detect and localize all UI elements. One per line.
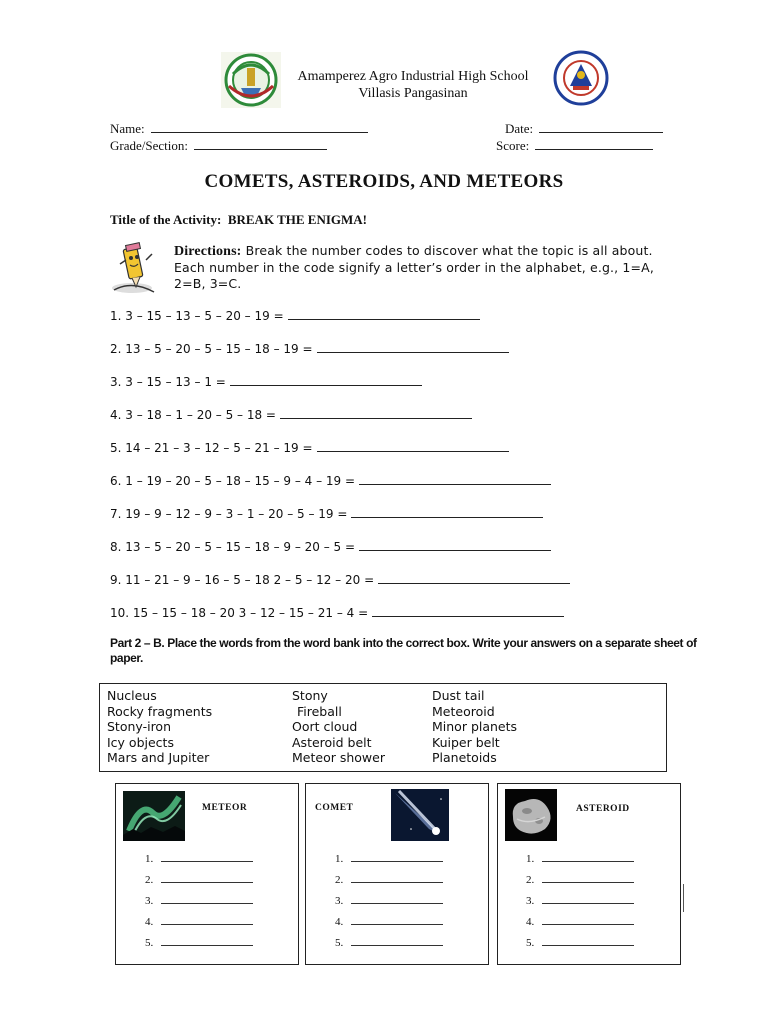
answer-blank[interactable] (359, 470, 551, 485)
word-bank-item: Meteoroid (432, 703, 495, 719)
answer-blank[interactable] (317, 437, 509, 452)
code-item (110, 369, 750, 402)
directions (174, 243, 674, 292)
code-item (110, 435, 750, 468)
answer-number: 1. (145, 853, 154, 865)
name-field (110, 120, 368, 137)
answer-number: 4. (335, 916, 344, 928)
answer-number: 5. (526, 937, 535, 949)
code-list (110, 303, 750, 633)
worksheet-title: COMETS, ASTEROIDS, AND METEORS (204, 171, 564, 192)
answer-number: 5. (145, 937, 154, 949)
code-text: 4. 3 – 18 – 1 – 20 – 5 – 18 = (110, 408, 276, 422)
code-item (110, 402, 750, 435)
deped-logo (552, 50, 610, 106)
date-field (505, 120, 663, 137)
comet-box (305, 783, 489, 965)
answer-line[interactable] (145, 872, 253, 893)
answer-line[interactable] (335, 935, 443, 956)
answer-number: 4. (526, 916, 535, 928)
word-bank-item: Asteroid belt (292, 734, 372, 750)
answer-line[interactable] (145, 935, 253, 956)
code-text: 2. 13 – 5 – 20 – 5 – 15 – 18 – 19 = (110, 342, 313, 356)
code-item (110, 567, 750, 600)
code-item (110, 600, 750, 633)
answer-line[interactable] (526, 872, 634, 893)
answer-number: 3. (335, 895, 344, 907)
meteor-answer-list (145, 851, 253, 956)
code-text: 8. 13 – 5 – 20 – 5 – 15 – 18 – 9 – 20 – 5 = (110, 540, 356, 554)
code-text: 6. 1 – 19 – 20 – 5 – 18 – 15 – 9 – 4 – 19 = (110, 474, 356, 488)
answer-line[interactable] (145, 893, 253, 914)
word-bank-item: Nucleus (107, 688, 157, 703)
word-bank-item: Kuiper belt (432, 734, 500, 750)
code-text: 9. 11 – 21 – 9 – 16 – 5 – 18 2 – 5 – 12 – 20 = (110, 573, 375, 587)
comet-image (391, 789, 449, 841)
school-name: Amamperez Agro Industrial High School (297, 69, 529, 84)
margin-mark (683, 884, 684, 912)
answer-number: 2. (526, 874, 535, 886)
word-bank-column-1 (107, 688, 212, 766)
date-label: Date: (505, 121, 534, 136)
answer-number: 2. (145, 874, 154, 886)
answer-blank[interactable] (288, 305, 480, 320)
answer-line[interactable] (335, 872, 443, 893)
answer-blank[interactable] (317, 338, 509, 353)
meteor-label: METEOR (202, 803, 248, 813)
name-blank[interactable] (151, 120, 368, 133)
code-item (110, 534, 750, 567)
asteroid-box (497, 783, 681, 965)
asteroid-image (505, 789, 557, 841)
answer-number: 1. (335, 853, 344, 865)
word-bank-item: Rocky fragments (107, 703, 213, 719)
directions-text: Break the number codes to discover what the topic is all about. Each number in the code signify a letter’s order in the alphabet, e.g., 1=A, 2=B, 3=C. (174, 243, 654, 291)
answer-number: 5. (335, 937, 344, 949)
word-bank (99, 683, 667, 772)
part2-instruction: Part 2 – B. Place the words from the word bank into the correct box. Write your answers on a separate sheet of paper. (110, 636, 697, 665)
word-bank-item: Dust tail (432, 688, 485, 703)
answer-blank[interactable] (230, 371, 422, 386)
answer-line[interactable] (526, 851, 634, 872)
grade-section-label: Grade/Section: (110, 138, 188, 153)
answer-line[interactable] (335, 851, 443, 872)
comet-label: COMET (315, 803, 354, 813)
answer-line[interactable] (145, 851, 253, 872)
word-bank-column-2 (292, 688, 385, 766)
answer-line[interactable] (526, 935, 634, 956)
score-label: Score: (496, 138, 530, 153)
answer-number: 2. (335, 874, 344, 886)
code-text: 7. 19 – 9 – 12 – 9 – 3 – 1 – 20 – 5 – 19 = (110, 507, 348, 521)
school-location: Villasis Pangasinan (358, 86, 468, 101)
name-label: Name: (110, 121, 145, 136)
meteor-aurora-image (123, 791, 185, 841)
word-bank-item: Minor planets (432, 719, 518, 735)
answer-blank[interactable] (378, 569, 570, 584)
code-text: 10. 15 – 15 – 18 – 20 3 – 12 – 15 – 21 – 4 = (110, 606, 369, 620)
activity-line (110, 212, 367, 228)
meteor-box (115, 783, 299, 965)
word-bank-column-3 (432, 688, 517, 766)
word-bank-item: Mars and Jupiter (107, 750, 210, 766)
code-item (110, 501, 750, 534)
comet-answer-list (335, 851, 443, 956)
activity-label: Title of the Activity: (110, 212, 222, 227)
score-field (496, 137, 653, 154)
answer-blank[interactable] (372, 602, 564, 617)
answer-number: 3. (145, 895, 154, 907)
answer-number: 4. (145, 916, 154, 928)
code-item (110, 468, 750, 501)
word-bank-item: Icy objects (107, 734, 174, 750)
answer-blank[interactable] (280, 404, 472, 419)
answer-line[interactable] (335, 914, 443, 935)
code-text: 5. 14 – 21 – 3 – 12 – 5 – 21 – 19 = (110, 441, 313, 455)
answer-blank[interactable] (359, 536, 551, 551)
grade-section-field (110, 137, 327, 154)
word-bank-item: Fireball (297, 703, 342, 719)
school-header (286, 68, 540, 102)
school-logo (221, 52, 281, 108)
code-text: 1. 3 – 15 – 13 – 5 – 20 – 19 = (110, 309, 284, 323)
word-bank-item: Oort cloud (292, 719, 358, 735)
answer-line[interactable] (335, 893, 443, 914)
pencil-mascot-icon (110, 240, 162, 298)
grade-section-blank[interactable] (194, 137, 327, 150)
answer-line[interactable] (526, 893, 634, 914)
word-bank-item: Stony-iron (107, 719, 172, 735)
asteroid-answer-list (526, 851, 634, 956)
answer-line[interactable] (145, 914, 253, 935)
word-bank-item: Stony (292, 688, 328, 703)
score-blank[interactable] (535, 137, 653, 150)
date-blank[interactable] (539, 120, 663, 133)
code-text: 3. 3 – 15 – 13 – 1 = (110, 375, 226, 389)
answer-number: 3. (526, 895, 535, 907)
answer-number: 1. (526, 853, 535, 865)
directions-label: Directions: (174, 244, 242, 259)
code-item (110, 336, 750, 369)
answer-blank[interactable] (351, 503, 543, 518)
asteroid-label: ASTEROID (576, 804, 630, 814)
activity-name: BREAK THE ENIGMA! (227, 212, 367, 227)
word-bank-item: Planetoids (432, 750, 497, 766)
answer-line[interactable] (526, 914, 634, 935)
code-item (110, 303, 750, 336)
word-bank-item: Meteor shower (292, 750, 385, 766)
